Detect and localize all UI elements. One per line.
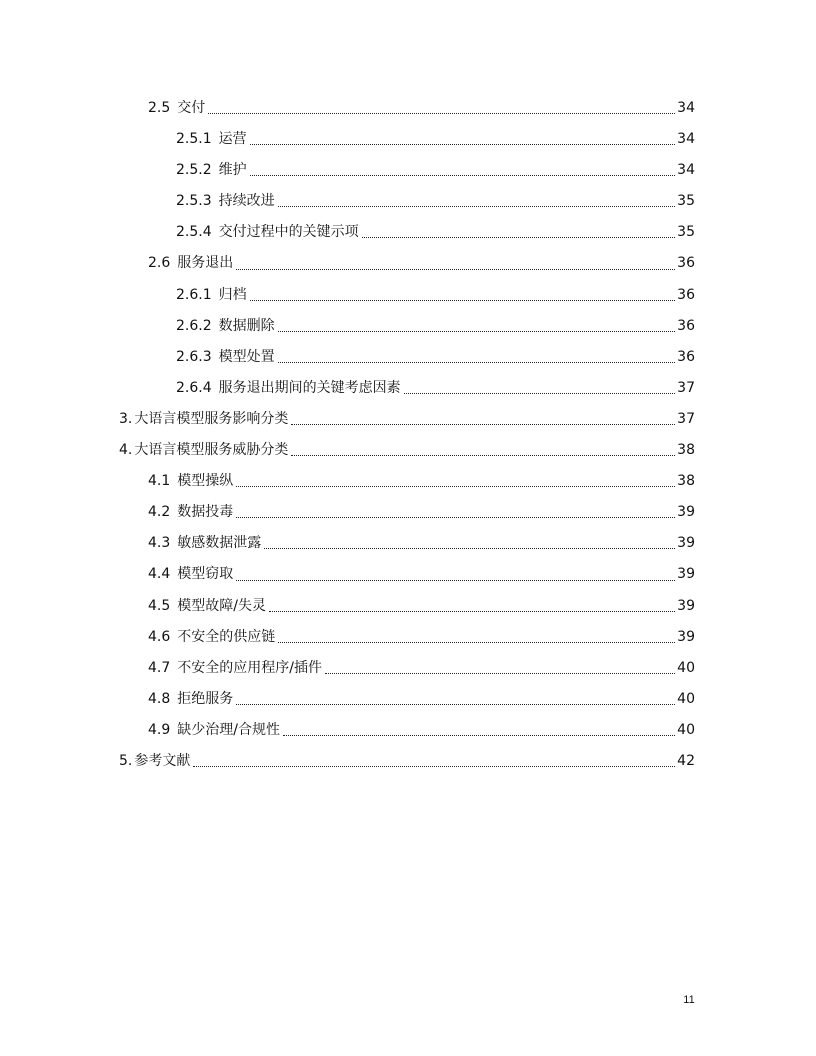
toc-entry-page: 40 — [677, 721, 695, 738]
toc-entry-title: 归档 — [218, 286, 247, 303]
toc-entry-title: 不安全的供应链 — [177, 628, 276, 645]
dot-leader — [291, 423, 675, 425]
toc-entry-title: 参考文献 — [134, 752, 191, 769]
toc-entry[interactable] — [148, 591, 695, 622]
toc-entry[interactable] — [148, 466, 695, 497]
dot-leader — [278, 641, 675, 643]
toc-entry-title: 数据投毒 — [177, 504, 234, 521]
toc-entry-page: 36 — [677, 348, 695, 365]
toc-entry-title: 模型操纵 — [177, 473, 234, 490]
toc-entry[interactable] — [119, 404, 695, 435]
dot-leader — [278, 330, 676, 332]
toc-entry-number: 4.4 — [148, 566, 171, 583]
toc-entry-page: 39 — [677, 597, 695, 614]
toc-entry-page: 36 — [677, 255, 695, 272]
toc-entry-number: 4.2 — [148, 504, 171, 521]
dot-leader — [236, 579, 675, 581]
toc-entry-title: 模型窃取 — [177, 566, 234, 583]
dot-leader — [269, 610, 675, 612]
toc-entry-page: 42 — [677, 752, 695, 769]
toc-entry-page: 39 — [677, 628, 695, 645]
toc-entry-number: 4.5 — [148, 597, 171, 614]
dot-leader — [250, 143, 676, 145]
toc-entry-number: 2.6.2 — [176, 317, 212, 334]
toc-entry-page: 35 — [677, 224, 695, 241]
toc-entry[interactable] — [148, 93, 695, 124]
toc-entry[interactable] — [176, 311, 695, 342]
dot-leader — [404, 392, 676, 394]
toc-entry-number: 4.8 — [148, 690, 171, 707]
page-number: 11 — [683, 994, 695, 1006]
toc-entry-title: 数据删除 — [218, 317, 275, 334]
toc-entry-number: 4.7 — [148, 659, 171, 676]
toc-entry-number: 5. — [119, 752, 133, 769]
toc-entry-title: 大语言模型服务影响分类 — [134, 410, 289, 427]
toc-entry-page: 38 — [677, 473, 695, 490]
toc-entry-page: 34 — [677, 162, 695, 179]
toc-entry-title: 模型故障/失灵 — [177, 597, 266, 614]
dot-leader — [208, 112, 675, 114]
dot-leader — [236, 516, 675, 518]
toc-entry-page: 38 — [677, 442, 695, 459]
toc-entry-number: 2.5.1 — [176, 131, 212, 148]
toc-entry[interactable] — [176, 373, 695, 404]
toc-entry-title: 服务退出 — [177, 255, 234, 272]
toc-entry-title: 交付 — [177, 100, 206, 116]
toc-entry-page: 34 — [677, 131, 695, 148]
toc-entry[interactable] — [176, 155, 695, 186]
toc-entry-title: 持续改进 — [218, 193, 275, 210]
toc-entry-number: 4.6 — [148, 628, 171, 645]
toc-entry-number: 2.6.3 — [176, 348, 212, 365]
toc-entry-page: 40 — [677, 659, 695, 676]
toc-entry-title: 运营 — [218, 131, 247, 148]
dot-leader — [278, 205, 676, 207]
toc-entry-title: 敏感数据泄露 — [177, 535, 262, 552]
toc-entry-number: 2.5.3 — [176, 193, 212, 210]
dot-leader — [236, 485, 675, 487]
toc-entry-page: 36 — [677, 317, 695, 334]
toc-entry-number: 2.6.1 — [176, 286, 212, 303]
toc-entry-title: 服务退出期间的关键考虑因素 — [218, 379, 401, 396]
toc-entry-page: 37 — [677, 379, 695, 396]
toc-entry-page: 39 — [677, 504, 695, 521]
toc-entry-page: 35 — [677, 193, 695, 210]
dot-leader — [264, 547, 675, 549]
toc-entry[interactable] — [148, 248, 695, 279]
toc-entry-number: 2.5.4 — [176, 224, 212, 241]
toc-entry-title: 交付过程中的关键示项 — [218, 224, 359, 241]
toc-entry-title: 维护 — [218, 162, 247, 179]
toc-entry-number: 4.9 — [148, 721, 171, 738]
toc-entry-number: 4. — [119, 442, 133, 459]
toc-entry[interactable] — [148, 622, 695, 653]
toc-entry[interactable] — [148, 497, 695, 528]
dot-leader — [278, 361, 676, 363]
toc-entry-number: 4.3 — [148, 535, 171, 552]
toc-entry[interactable] — [148, 653, 695, 684]
toc-entry-title: 模型处置 — [218, 348, 275, 365]
toc-entry[interactable] — [176, 124, 695, 155]
toc-entry-title: 大语言模型服务威胁分类 — [134, 442, 289, 459]
toc-entry-number: 3. — [119, 410, 133, 427]
toc-entry[interactable] — [148, 528, 695, 559]
dot-leader — [362, 236, 676, 238]
toc-entry-number: 4.1 — [148, 473, 171, 490]
dot-leader — [283, 734, 675, 736]
toc-entry-number: 2.6 — [148, 255, 171, 272]
dot-leader — [193, 765, 675, 767]
toc-entry-page: 40 — [677, 690, 695, 707]
toc-entry-page: 37 — [677, 410, 695, 427]
toc-entry-page: 36 — [677, 286, 695, 303]
dot-leader — [236, 268, 675, 270]
dot-leader — [291, 454, 675, 456]
toc-entry[interactable] — [176, 342, 695, 373]
toc-entry-number: 2.5 — [148, 100, 171, 116]
dot-leader — [325, 672, 675, 674]
toc-entry-page: 34 — [677, 100, 695, 116]
toc-entry[interactable] — [176, 280, 695, 311]
toc-entry-page: 39 — [677, 566, 695, 583]
toc-entry-page: 39 — [677, 535, 695, 552]
dot-leader — [250, 299, 676, 301]
toc-entry[interactable] — [176, 217, 695, 248]
dot-leader — [250, 174, 676, 176]
toc-entry[interactable] — [119, 435, 695, 466]
toc-entry[interactable] — [148, 684, 695, 715]
dot-leader — [236, 703, 675, 705]
toc-entry-number: 2.6.4 — [176, 379, 212, 396]
toc-entry-title: 不安全的应用程序/插件 — [177, 659, 322, 676]
toc-entry[interactable] — [148, 559, 695, 590]
table-of-contents — [0, 93, 816, 777]
toc-entry-title: 缺少治理/合规性 — [177, 721, 280, 738]
toc-entry[interactable] — [148, 715, 695, 746]
toc-entry[interactable] — [176, 186, 695, 217]
toc-entry-number: 2.5.2 — [176, 162, 212, 179]
toc-entry[interactable] — [119, 746, 695, 777]
toc-entry-title: 拒绝服务 — [177, 690, 234, 707]
